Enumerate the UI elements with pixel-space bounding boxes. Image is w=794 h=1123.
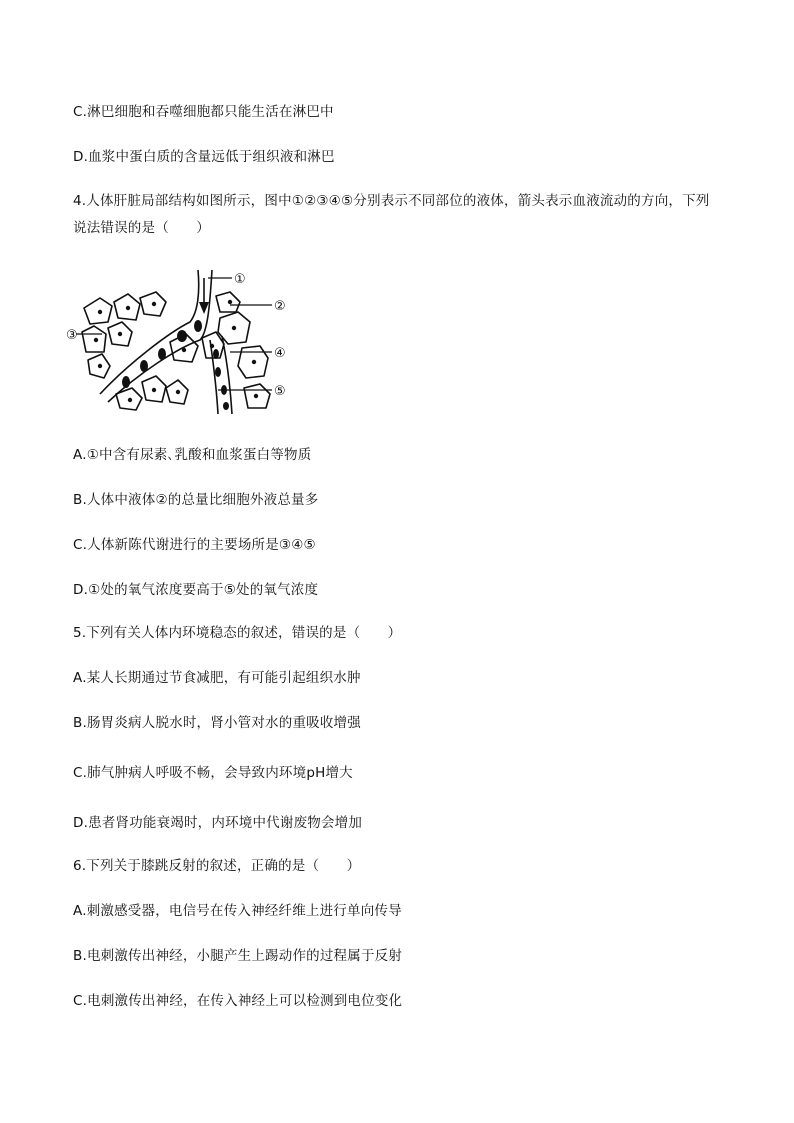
q4-stem: 4.人体肝脏局部结构如图所示，图中①②③④⑤分别表示不同部位的液体，箭头表示血液流动的方向，下列说法错误的是（ ） [73,193,710,236]
q5-option-c: C.肺气肿病人呼吸不畅，会导致内环境pH增大 [73,765,353,781]
q5-option-a: A.某人长期通过节食减肥，有可能引起组织水肿 [73,670,361,686]
figure-label-2: ② [274,299,286,314]
q6-stem: 6.下列关于膝跳反射的叙述，正确的是（ ） [73,858,361,874]
figure-label-1: ① [234,272,246,287]
figure-label-4: ④ [274,346,286,361]
q4-option-c: C.人体新陈代谢进行的主要场所是③④⑤ [73,537,316,553]
q6-option-c: C.电刺激传出神经，在传入神经上可以检测到电位变化 [73,993,403,1009]
q4-option-b: B.人体中液体②的总量比细胞外液总量多 [73,492,319,508]
liver-structure-figure [66,262,300,420]
q4-option-d: D.①处的氧气浓度要高于⑤处的氧气浓度 [73,582,319,598]
q5-stem: 5.下列有关人体内环境稳态的叙述，错误的是（ ） [73,625,402,641]
q5-option-b: B.肠胃炎病人脱水时，肾小管对水的重吸收增强 [73,715,361,731]
q5-option-d: D.患者肾功能衰竭时，内环境中代谢废物会增加 [73,815,363,831]
q6-option-b: B.电刺激传出神经，小腿产生上踢动作的过程属于反射 [73,948,403,964]
q4-option-a: A.①中含有尿素､乳酸和血浆蛋白等物质 [73,447,312,463]
figure-label-5: ⑤ [274,384,286,399]
q3-option-c: C.淋巴细胞和吞噬细胞都只能生活在淋巴中 [73,104,334,120]
figure-label-3: ③ [66,328,78,343]
q6-option-a: A.刺激感受器，电信号在传入神经纤维上进行单向传导 [73,903,402,919]
q3-option-d: D.血浆中蛋白质的含量远低于组织液和淋巴 [73,149,335,165]
